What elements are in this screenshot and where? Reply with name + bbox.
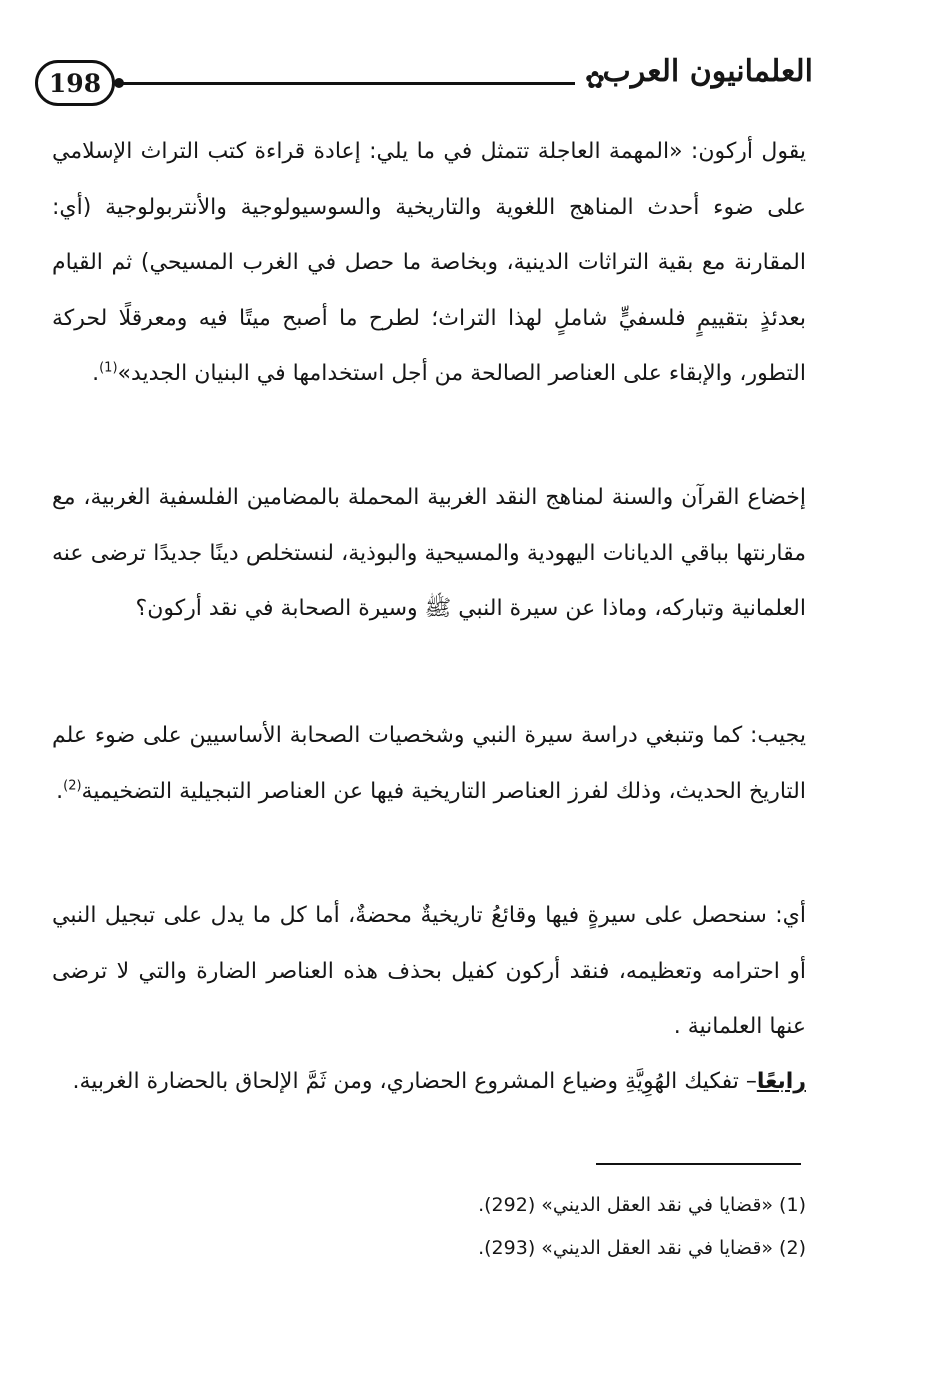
footnote-ref: (1) [99,361,118,377]
footnote: (1) «قضايا في نقد العقل الديني» (292). [478,1194,806,1216]
paragraph: يقول أركون: «المهمة العاجلة تتمثل في ما يلي: إعادة قراءة كتب التراث الإسلامي على ضوء أحدث المناهج اللغوية والتاريخية والسوسيولوجية والأنتربولوجية (أي: المقارنة مع بقية التراثات الدينية، وبخاصة ما حصل في الغرب المسيحي) ثم القيام بعدئذٍ بتقييمٍ فلسفيٍّ شاملٍ لهذا التراث؛ لطرح ما أصبح ميتًا فيه ومعرقلًا لحركة التطور، والإبقاء على العناصر الصالحة من أجل استخدامها في البنيان الجديد»$^{(1)}$. [52,139,806,387]
paragraph: أي: سنحصل على سيرةٍ فيها وقائعُ تاريخيةٌ محضةٌ، أما كل ما يدل على تبجيل النبي أو احترامه وتعظيمه، فنقد أركون كفيل بحذف هذه العناصر الضارة والتي لا ترضى عنها العلمانية . [52,903,806,1040]
ornament-icon: ✿ [584,66,605,94]
page-number: 198 [35,60,115,106]
paragraph: إخضاع القرآن والسنة لمناهج النقد الغربية المحملة بالمضامين الفلسفية الغربية، مع مقارنتها بباقي الديانات اليهودية والمسيحية والبوذية، لنستخلص دينًا جديدًا ترضى عنه العلمانية وتباركه، وماذا عن سيرة النبي ﷺ وسيرة الصحابة في نقد أركون؟ [52,485,806,622]
paragraph-text: يقول أركون: «المهمة العاجلة تتمثل في ما يلي: إعادة قراءة كتب التراث الإسلامي على ضوء أحدث المناهج اللغوية والتاريخية والسوسيولوجية والأنتربولوجية (أي: المقارنة مع بقية التراثات الدينية، وبخاصة ما حصل في الغرب المسيحي) ثم القيام بعدئذٍ بتقييمٍ فلسفيٍّ شاملٍ لهذا التراث؛ لطرح ما أصبح ميتًا فيه ومعرقلًا لحركة التطور، والإبقاء على العناصر الصالحة من أجل استخدامها في البنيان الجديد» [52,139,806,387]
section-heading [52,1054,806,1110]
footnote-separator [596,1163,801,1165]
footnote: (2) «قضايا في نقد العقل الديني» (293). [478,1237,806,1259]
page-header [30,54,813,112]
section-text: – تفكيك الهُوِيَّةِ وضياع المشروع الحضاري، ومن ثَمَّ الإلحاق بالحضارة الغربية. [72,1069,757,1094]
header-rule [120,82,575,85]
paragraph-text: يجيب: كما وتنبغي دراسة سيرة النبي وشخصيات الصحابة الأساسيين على ضوء علم التاريخ الحديث، وذلك لفرز العناصر التاريخية فيها عن العناصر التبجيلية التضخيمية [52,723,806,804]
page-body [52,124,806,1110]
book-title: العلمانيون العرب [602,54,813,89]
paragraph: يجيب: كما وتنبغي دراسة سيرة النبي وشخصيات الصحابة الأساسيين على ضوء علم التاريخ الحديث، وذلك لفرز العناصر التاريخية فيها عن العناصر التبجيلية التضخيمية$^{(2)}$. [52,723,806,804]
section-label: رابعًا [756,1069,806,1094]
footnote-ref: (2) [63,778,82,794]
footnotes [300,1184,806,1270]
